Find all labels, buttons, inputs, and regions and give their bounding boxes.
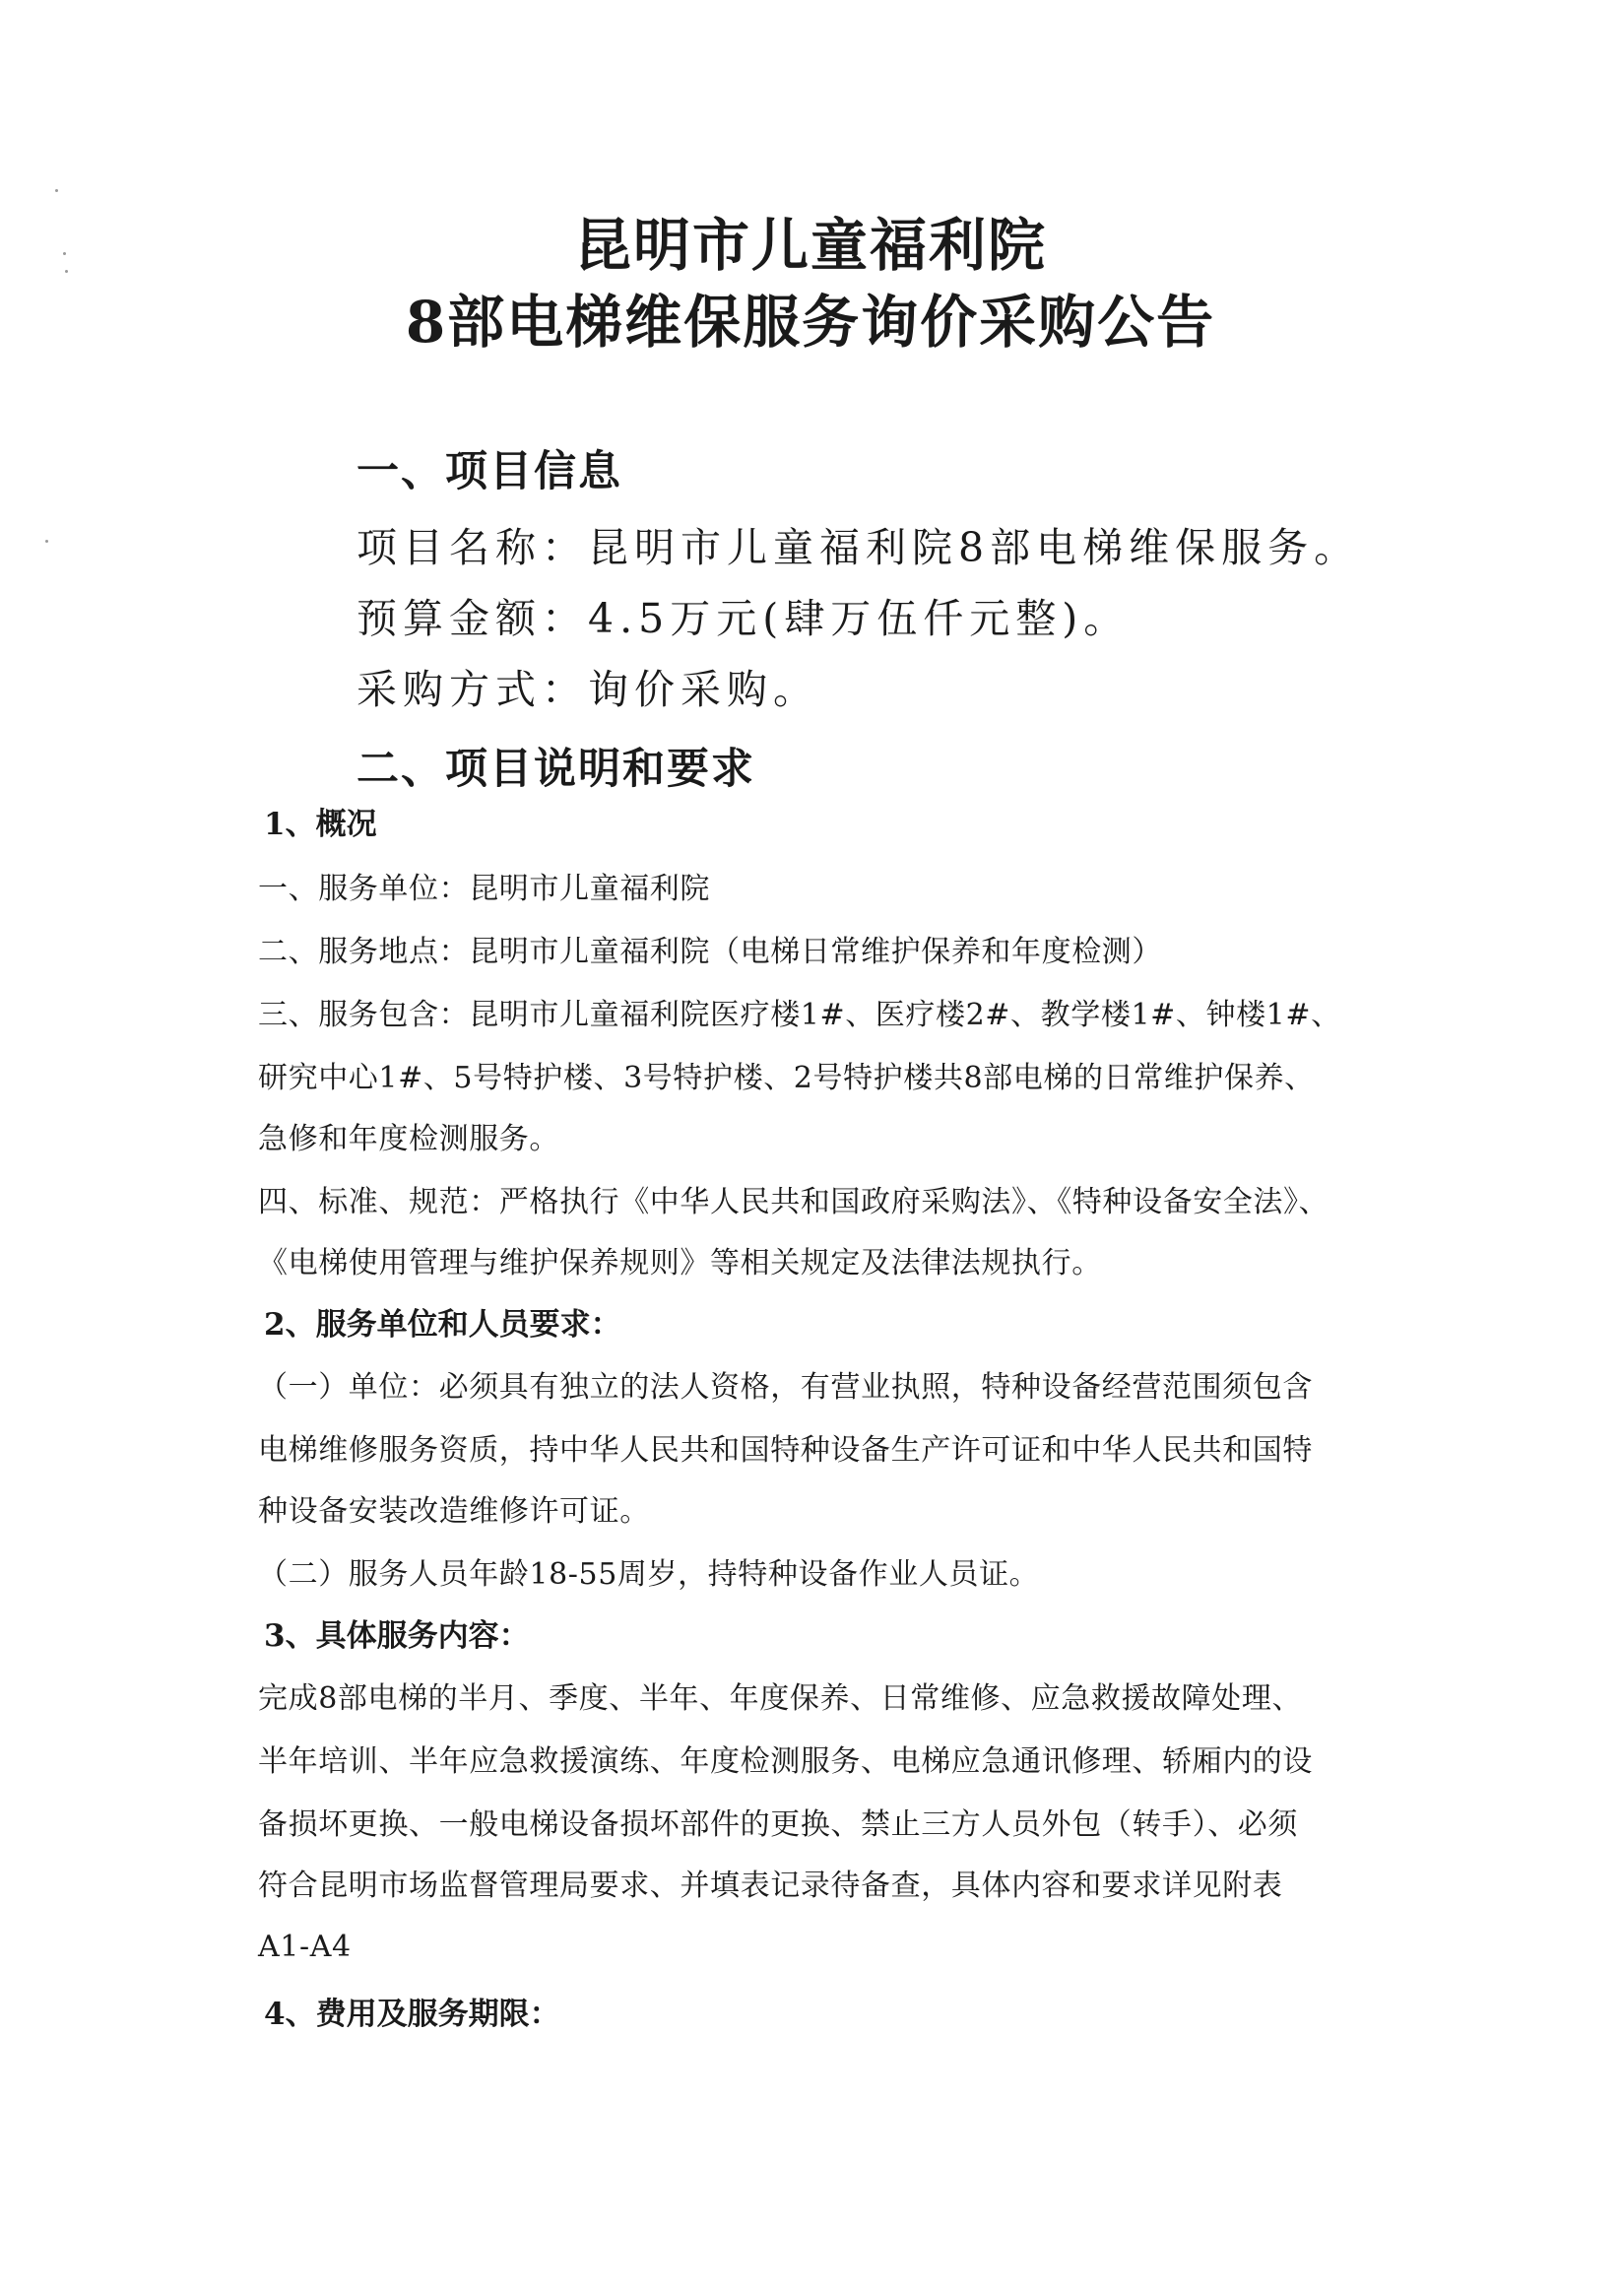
overview-line: 研究中心1#、5号特护楼、3号特护楼、2号特护楼共8部电梯的日常维护保养、 <box>258 1061 1315 1095</box>
personnel-line: 种设备安装改造维修许可证。 <box>258 1494 650 1529</box>
personnel-line: 电梯维修服务资质，持中华人民共和国特种设备生产许可证和中华人民共和国特 <box>258 1433 1313 1468</box>
service-content-line: 备损坏更换、一般电梯设备损坏部件的更换、禁止三方人员外包（转手）、必须 <box>258 1807 1298 1842</box>
service-content-line: 完成8部电梯的半月、季度、半年、年度保养、日常维修、应急救援故障处理、 <box>258 1681 1303 1716</box>
overview-line: 三、服务包含：昆明市儿童福利院医疗楼1#、医疗楼2#、教学楼1#、钟楼1#、 <box>258 998 1341 1032</box>
overview-line: 一、服务单位：昆明市儿童福利院 <box>258 872 710 906</box>
overview-line: 《电梯使用管理与维护保养规则》等相关规定及法律法规执行。 <box>258 1246 1102 1280</box>
service-content-line: 符合昆明市场监督管理局要求、并填表记录待备查，具体内容和要求详见附表 <box>258 1869 1283 1903</box>
project-name: 项目名称：昆明市儿童福利院8部电梯维保服务。 <box>357 524 1361 571</box>
overview-line: 二、服务地点：昆明市儿童福利院（电梯日常维护保养和年度检测） <box>258 935 1162 969</box>
overview-line: 急修和年度检测服务。 <box>258 1122 559 1156</box>
service-content-line: 半年培训、半年应急救援演练、年度检测服务、电梯应急通讯修理、轿厢内的设 <box>258 1744 1313 1779</box>
service-content-heading: 3、具体服务内容： <box>264 1618 530 1654</box>
personnel-line: （二）服务人员年龄18-55周岁，持特种设备作业人员证。 <box>258 1557 1040 1592</box>
budget-amount: 预算金额：4.5万元(肆万伍仟元整)。 <box>357 595 1131 642</box>
section2-heading: 二、项目说明和要求 <box>357 745 755 794</box>
fees-heading: 4、费用及服务期限： <box>264 1997 560 2032</box>
scan-speck <box>55 189 58 192</box>
personnel-heading: 2、服务单位和人员要求： <box>264 1307 621 1343</box>
scan-speck <box>45 540 48 543</box>
overview-heading: 1、概况 <box>264 807 377 842</box>
document-title-line1: 昆明市儿童福利院 <box>573 212 1047 279</box>
document-title-line2: 8部电梯维保服务询价采购公告 <box>405 289 1216 356</box>
personnel-line: （一）单位：必须具有独立的法人资格，有营业执照，特种设备经营范围须包含 <box>258 1370 1313 1405</box>
overview-line: 四、标准、规范：严格执行《中华人民共和国政府采购法》、《特种设备安全法》、 <box>258 1185 1329 1219</box>
service-content-line: A1-A4 <box>258 1930 352 1964</box>
section1-heading: 一、项目信息 <box>357 447 622 496</box>
procurement-method: 采购方式：询价采购。 <box>357 666 819 713</box>
